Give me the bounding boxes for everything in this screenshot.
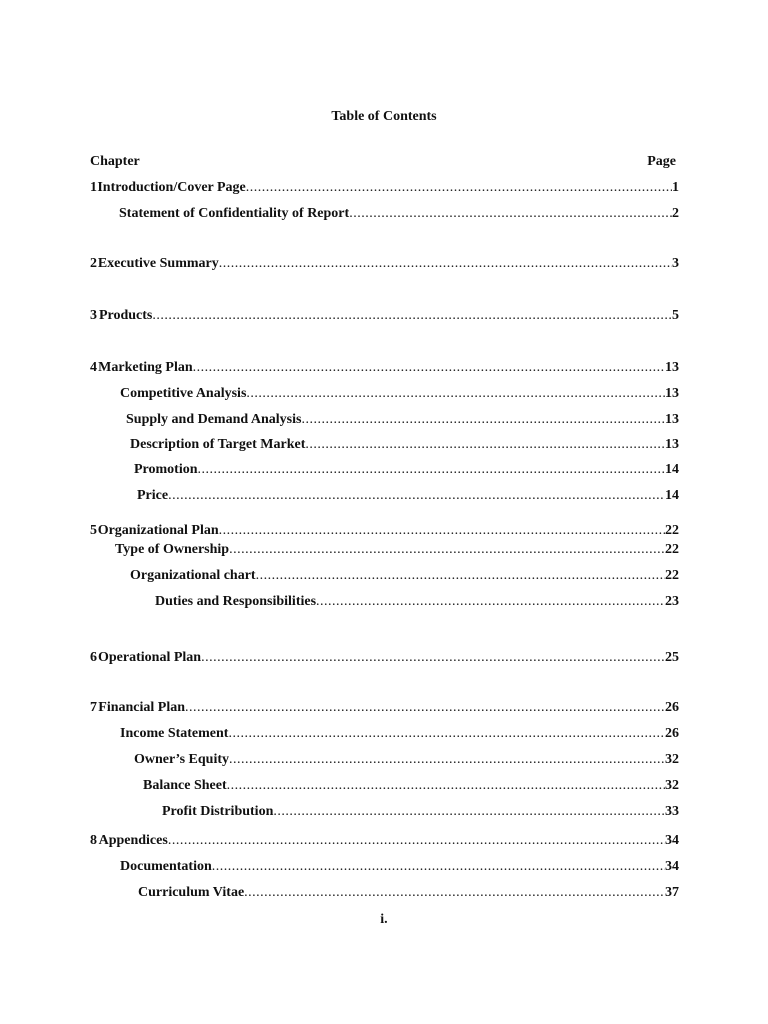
page-number-footer: i. xyxy=(380,912,388,927)
dot-leader xyxy=(168,833,665,849)
entry-label: Executive Summary xyxy=(97,256,219,271)
entry-label: Introduction/Cover Page xyxy=(97,180,246,195)
dot-leader xyxy=(316,594,665,610)
entry-page: 25 xyxy=(665,650,679,665)
entry-number: 2 xyxy=(90,256,97,271)
entry-label: Financial Plan xyxy=(98,700,186,715)
entry-label: Description of Target Market xyxy=(130,437,306,452)
dot-leader xyxy=(228,726,665,742)
entry-label: Supply and Demand Analysis xyxy=(126,412,302,427)
page-column-header: Page xyxy=(647,154,676,169)
toc-entry xyxy=(138,885,679,903)
entry-page: 13 xyxy=(665,386,679,401)
entry-page: 34 xyxy=(665,859,679,874)
toc-entry xyxy=(90,256,679,274)
entry-page: 5 xyxy=(672,308,679,323)
entry-page: 14 xyxy=(665,488,679,503)
entry-page: 13 xyxy=(665,437,679,452)
toc-entry xyxy=(134,752,679,770)
entry-label: Competitive Analysis xyxy=(120,386,247,401)
dot-leader xyxy=(244,885,665,901)
dot-leader xyxy=(305,437,665,453)
entry-label: Profit Distribution xyxy=(162,804,274,819)
entry-number: 4 xyxy=(90,360,97,375)
dot-leader xyxy=(246,386,665,402)
dot-leader xyxy=(185,700,665,716)
dot-leader xyxy=(229,752,665,768)
entry-page: 22 xyxy=(665,523,679,538)
entry-label: Promotion xyxy=(134,462,198,477)
entry-page: 34 xyxy=(665,833,679,848)
entry-label: Owner’s Equity xyxy=(134,752,230,767)
entry-number: 8 xyxy=(90,833,97,848)
dot-leader xyxy=(219,256,672,272)
entry-number: 1 xyxy=(90,180,97,195)
entry-label: Type of Ownership xyxy=(115,542,230,557)
entry-number: 3 xyxy=(90,308,97,323)
toc-entry xyxy=(90,700,679,718)
entry-label: Statement of Confidentiality of Report xyxy=(119,206,350,221)
toc-entry xyxy=(155,594,679,612)
entry-page: 14 xyxy=(665,462,679,477)
entry-label: Products xyxy=(98,308,153,323)
toc-entry xyxy=(90,650,679,668)
toc-title: Table of Contents xyxy=(331,109,437,124)
toc-entry xyxy=(120,726,679,744)
entry-page: 32 xyxy=(665,752,679,767)
toc-entry xyxy=(90,180,679,198)
entry-page: 32 xyxy=(665,778,679,793)
entry-label: Income Statement xyxy=(120,726,229,741)
dot-leader xyxy=(273,804,665,820)
toc-entry xyxy=(115,542,679,560)
toc-entry xyxy=(130,568,679,586)
toc-entry xyxy=(120,386,679,404)
entry-page: 22 xyxy=(665,542,679,557)
chapter-column-header: Chapter xyxy=(90,154,140,169)
toc-entry xyxy=(120,859,679,877)
entry-page: 26 xyxy=(665,700,679,715)
toc-entry xyxy=(143,778,679,796)
entry-label: Curriculum Vitae xyxy=(138,885,245,900)
entry-page: 13 xyxy=(665,412,679,427)
toc-entry xyxy=(130,437,679,455)
entry-label: Organizational chart xyxy=(130,568,256,583)
entry-number: 5 xyxy=(90,523,97,538)
dot-leader xyxy=(301,412,665,428)
dot-leader xyxy=(229,542,665,558)
dot-leader xyxy=(198,462,665,478)
entry-label: Duties and Responsibilities xyxy=(155,594,317,609)
entry-label: Balance Sheet xyxy=(143,778,227,793)
entry-page: 22 xyxy=(665,568,679,583)
dot-leader xyxy=(246,180,672,196)
entry-page: 13 xyxy=(665,360,679,375)
dot-leader xyxy=(212,859,665,875)
toc-entry xyxy=(137,488,679,506)
toc-entry xyxy=(126,412,679,430)
entry-page: 3 xyxy=(672,256,679,271)
dot-leader xyxy=(193,360,665,376)
dot-leader xyxy=(227,778,665,794)
dot-leader xyxy=(349,206,672,222)
entry-page: 23 xyxy=(665,594,679,609)
dot-leader xyxy=(201,650,665,666)
toc-entry xyxy=(90,523,679,541)
toc-entry xyxy=(90,360,679,378)
toc-entry xyxy=(90,308,679,326)
dot-leader xyxy=(219,523,665,539)
entry-page: 2 xyxy=(672,206,679,221)
entry-number: 6 xyxy=(90,650,97,665)
toc-entry xyxy=(119,206,679,224)
entry-page: 33 xyxy=(665,804,679,819)
entry-label: Organizational Plan xyxy=(97,523,219,538)
entry-number: 7 xyxy=(90,700,97,715)
toc-entry xyxy=(90,833,679,851)
entry-label: Appendices xyxy=(98,833,168,848)
toc-entry xyxy=(162,804,679,822)
entry-label: Operational Plan xyxy=(98,650,202,665)
entry-page: 1 xyxy=(672,180,679,195)
entry-label: Documentation xyxy=(120,859,212,874)
entry-label: Marketing Plan xyxy=(98,360,193,375)
toc-entry xyxy=(134,462,679,480)
dot-leader xyxy=(256,568,665,584)
entry-page: 26 xyxy=(665,726,679,741)
dot-leader xyxy=(168,488,665,504)
entry-label: Price xyxy=(137,488,169,503)
dot-leader xyxy=(152,308,672,324)
entry-page: 37 xyxy=(665,885,679,900)
